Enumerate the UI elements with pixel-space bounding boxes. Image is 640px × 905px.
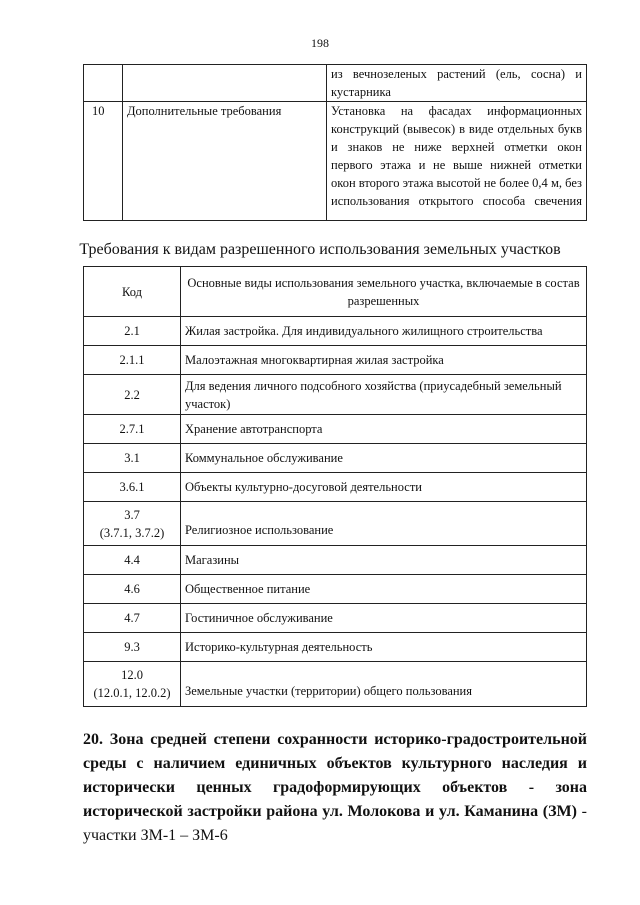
section-title: Требования к видам разрешенного использования земельных участков	[79, 241, 561, 258]
use-code: 2.1.1	[119, 353, 145, 367]
use-code: 2.1	[124, 324, 140, 338]
use-code: 3.7	[124, 507, 140, 522]
table-row	[84, 346, 587, 375]
use-code-cell	[84, 604, 181, 633]
use-code: 3.6.1	[119, 480, 145, 494]
row-name-cell	[123, 65, 327, 102]
use-code-cell	[84, 415, 181, 444]
row-number-cell: 10	[84, 102, 123, 221]
use-code-cell	[84, 575, 181, 604]
use-code: 4.4	[124, 553, 140, 567]
requirements-table-continued	[83, 64, 587, 221]
use-subcodes: (3.7.1, 3.7.2)	[99, 525, 165, 540]
use-description-cell: Для ведения личного подсобного хозяйства (приусадебный земельный участок)	[181, 375, 587, 415]
zone-heading-bold: 20. Зона средней степени сохранности историко-градостроительной среды с наличием единичных объектов культурного наследия и исторически ценных градоформирующих объектов - зона исторической застройки района ул. Молокова и ул. Каманина (ЗМ)	[83, 731, 587, 820]
table-row	[84, 102, 587, 221]
page-number: 198	[311, 36, 329, 50]
use-description-cell: Историко-культурная деятельность	[181, 633, 587, 662]
table-row	[84, 375, 587, 415]
use-code-cell	[84, 546, 181, 575]
use-code-cell	[84, 375, 181, 415]
table-row	[84, 444, 587, 473]
table-row	[84, 604, 587, 633]
row-text-cell: из вечнозеленых растений (ель, сосна) и кустарника	[327, 65, 587, 102]
use-description-cell: Магазины	[181, 546, 587, 575]
use-description-cell: Гостиничное обслуживание	[181, 604, 587, 633]
row-text-cell: Установка на фасадах информационных конструкций (вывесок) в виде отдельных букв и знаков не ниже верхней отметки окон первого этажа и не выше нижней отметки окон второго этажа высотой не более 0,4 м, без использования открытого способа свечения	[327, 102, 587, 221]
zone-heading	[83, 728, 587, 848]
use-code: 4.7	[124, 611, 140, 625]
table-row	[84, 662, 587, 707]
use-code: 2.7.1	[119, 422, 145, 436]
zone-heading-plots: - участки ЗМ-1 – ЗМ-6	[83, 803, 588, 844]
table-row	[84, 473, 587, 502]
use-code-cell	[84, 317, 181, 346]
table-row	[84, 546, 587, 575]
use-code-cell	[84, 444, 181, 473]
table-row	[84, 633, 587, 662]
use-code-cell	[84, 502, 181, 546]
use-code: 3.1	[124, 451, 140, 465]
use-description-cell: Малоэтажная многоквартирная жилая застройка	[181, 346, 587, 375]
table-row	[84, 415, 587, 444]
permitted-uses-table	[83, 266, 587, 707]
use-code-cell	[84, 346, 181, 375]
use-description-cell: Коммунальное обслуживание	[181, 444, 587, 473]
table-row	[84, 317, 587, 346]
table-header-row	[84, 267, 587, 317]
use-code: 2.2	[124, 387, 140, 402]
use-code-cell	[84, 633, 181, 662]
table-row	[84, 575, 587, 604]
use-code: 9.3	[124, 640, 140, 654]
column-header-description: Основные виды использования земельного участка, включаемые в состав разрешенных	[181, 267, 587, 317]
use-description-cell: Хранение автотранспорта	[181, 415, 587, 444]
use-description-cell: Объекты культурно-досуговой деятельности	[181, 473, 587, 502]
use-description-cell: Общественное питание	[181, 575, 587, 604]
use-code: 4.6	[124, 582, 140, 596]
use-code-cell	[84, 662, 181, 707]
table-row	[84, 502, 587, 546]
table-row	[84, 65, 587, 102]
use-description-cell: Жилая застройка. Для индивидуального жилищного строительства	[181, 317, 587, 346]
uses-table-body	[84, 317, 587, 707]
column-header-code: Код	[84, 267, 181, 317]
row-name-cell: Дополнительные требования	[123, 102, 327, 221]
row-number-cell	[84, 65, 123, 102]
use-code-cell	[84, 473, 181, 502]
use-subcodes: (12.0.1, 12.0.2)	[93, 686, 171, 700]
use-code: 12.0	[121, 668, 143, 682]
use-description-cell: Земельные участки (территории) общего пользования	[181, 662, 587, 707]
use-description-cell: Религиозное использование	[181, 502, 587, 546]
